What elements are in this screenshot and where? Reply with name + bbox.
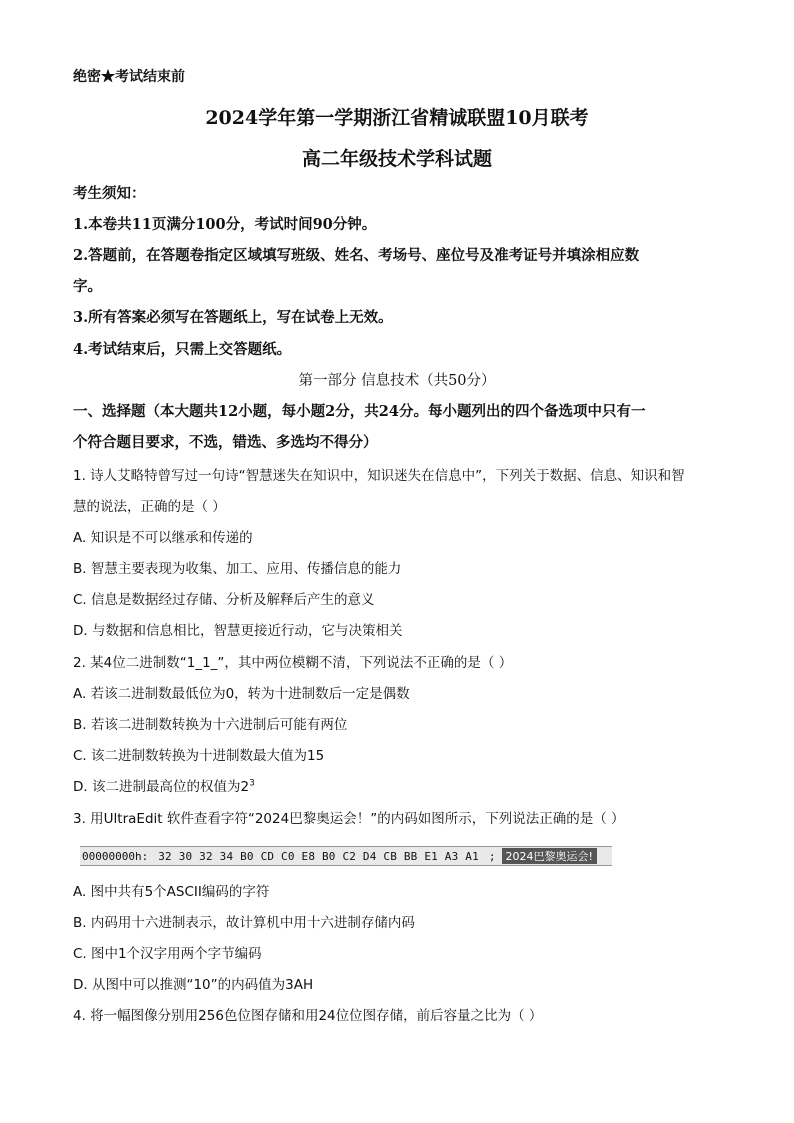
hex-separator: ;: [488, 849, 496, 863]
exam-title: 2024学年第一学期浙江省精诚联盟10月联考: [205, 107, 589, 129]
q4-stem: 4. 将一幅图像分别用256色位图存储和用24位位图存储，前后容量之比为（ ）: [73, 1008, 543, 1024]
q3-option-c: C. 图中1个汉字用两个字节编码: [73, 946, 262, 962]
hex-offset: 00000000h:: [82, 849, 149, 863]
q2-option-b: B. 若该二进制数转换为十六进制后可能有两位: [73, 717, 348, 733]
notes-heading: 考生须知：: [73, 185, 146, 202]
q1-option-a: A. 知识是不可以继承和传递的: [73, 530, 253, 546]
q2-option-c: C. 该二进制数转换为十进制数最大值为15: [73, 748, 325, 764]
q2-option-d: [73, 775, 255, 795]
q3-option-d: D. 从图中可以推测“10”的内码值为3AH: [73, 977, 314, 993]
q1-option-c: C. 信息是数据经过存储、分析及解释后产生的意义: [73, 592, 375, 608]
note-2: 2.答题前，在答题卷指定区域填写班级、姓名、考场号、座位号及准考证号并填涂相应数: [73, 247, 640, 264]
section-heading-cont: 个符合题目要求，不选，错选、多选均不得分）: [73, 434, 378, 451]
q2-option-a: A. 若该二进制数最低位为0，转为十进制数后一定是偶数: [73, 686, 410, 702]
part-title: 第一部分 信息技术（共50分）: [298, 373, 496, 389]
note-2-cont: 字。: [73, 278, 102, 295]
q3-option-a: A. 图中共有5个ASCII编码的字符: [73, 884, 270, 900]
q2-stem: 2. 某4位二进制数“1_1_”，其中两位模糊不清，下列说法不正确的是（ ）: [73, 655, 513, 671]
q3-stem: 3. 用UltraEdit 软件查看字符“2024巴黎奥运会！”的内码如图所示，下列说法正确的是（ ）: [73, 811, 625, 827]
note-1: 1.本卷共11页满分100分，考试时间90分钟。: [73, 216, 377, 233]
note-3: 3.所有答案必须写在答题纸上，写在试卷上无效。: [73, 309, 393, 326]
note-4: 4.考试结束后，只需上交答题纸。: [73, 341, 292, 358]
q1-option-d: D. 与数据和信息相比，智慧更接近行动，它与决策相关: [73, 623, 403, 639]
q2-option-d-exponent: 3: [249, 778, 255, 789]
hex-dump-figure: [80, 846, 612, 866]
q1-option-b: B. 智慧主要表现为收集、加工、应用、传播信息的能力: [73, 561, 402, 577]
section-heading: 一、选择题（本大题共12小题，每小题2分，共24分。每小题列出的四个备选项中只有一: [73, 403, 646, 420]
secret-label: 绝密★考试结束前: [73, 69, 185, 85]
q1-stem: 1. 诗人艾略特曾写过一句诗“智慧迷失在知识中，知识迷失在信息中”，下列关于数据、信息、知识和智: [73, 468, 685, 484]
q1-stem-cont: 慧的说法，正确的是（ ）: [73, 499, 226, 515]
hex-bytes: 32 30 32 34 B0 CD C0 E8 B0 C2 D4 CB BB E1 A3 A1: [158, 849, 479, 863]
hex-chars: 2024巴黎奥运会!: [502, 848, 597, 864]
q3-option-b: B. 内码用十六进制表示，故计算机中用十六进制存储内码: [73, 915, 415, 931]
exam-subtitle: 高二年级技术学科试题: [301, 148, 492, 170]
q2-option-d-text: D. 该二进制最高位的权值为2: [73, 779, 250, 795]
